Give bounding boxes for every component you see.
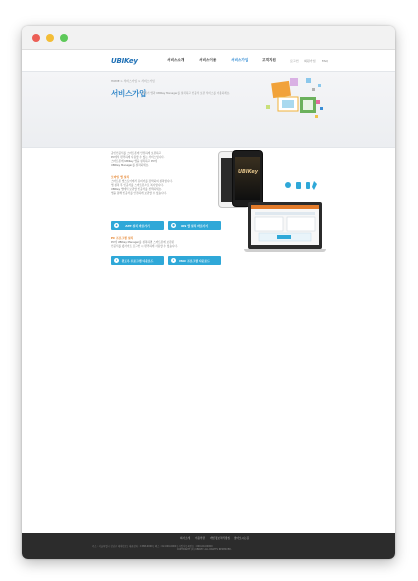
apple-icon: ● <box>172 223 175 227</box>
intro-text <box>111 152 209 168</box>
section-line: UBIKey 앱에서 보관할 인증서를 선택하세요. <box>111 187 162 191</box>
phone-logo: UBIKey <box>238 169 258 175</box>
close-window-button[interactable] <box>32 34 40 42</box>
sub-visual-banner <box>22 72 395 148</box>
download-icon: ↓ <box>172 258 175 262</box>
section-line: 앱 설치 후 인증서를 스마트폰으로 복사합니다. <box>111 183 164 187</box>
browser-titlebar <box>22 26 395 50</box>
ios-install-label: iOS 앱 설치 바로가기 <box>180 223 209 228</box>
page-subtitle: 유비키 앱과 UBIKey Manager를 설치하고 인증서 보관 서비스를 이용하세요. <box>142 92 231 95</box>
app-install-label: APP 설치 바로가기 <box>125 223 150 228</box>
download-icon: ↓ <box>115 258 118 262</box>
laptop-screen-content <box>251 205 319 245</box>
mac-download-label: MAC 프로그램 다운로드 <box>179 258 210 263</box>
menu-service-use[interactable]: 서비스이용 <box>199 58 217 62</box>
intro-line: UBIKey Manager를 설치하세요. <box>111 163 150 167</box>
mac-download-button[interactable] <box>168 256 221 265</box>
faq-link[interactable]: FAQ <box>322 59 328 63</box>
breadcrumb: HOME > 서비스가입 > 서비스가입 <box>111 79 155 83</box>
devices-illustration <box>252 72 362 148</box>
menu-customer-support[interactable]: 고객지원 <box>262 58 276 62</box>
signup-link[interactable]: 회원가입 <box>304 59 316 63</box>
maximize-window-button[interactable] <box>60 34 68 42</box>
android-icon: ◆ <box>115 223 118 227</box>
minimize-window-button[interactable] <box>46 34 54 42</box>
web-page <box>22 50 395 559</box>
ubikey-phone-image <box>232 150 263 207</box>
section-line: PC에 UBIKey Manager를 설치하면 스마트폰에 보관된 <box>111 241 175 244</box>
login-link[interactable]: 로그인 <box>290 59 299 63</box>
footer-copyright: COPYRIGHT (C) UBIKEY. ALL RIGHTS RESERVED. <box>177 548 232 551</box>
intro-line: 스마트폰에 UBIKey 앱을 설치하고 PC에 <box>111 159 157 163</box>
windows-download-button[interactable] <box>111 256 164 265</box>
footer-link-company[interactable]: 회사소개 <box>180 537 191 540</box>
windows-download-label: 윈도우 프로그램 다운로드 <box>121 258 154 263</box>
usb-icons <box>284 179 318 191</box>
footer-link-privacy[interactable]: 개인정보처리방침 <box>210 537 231 540</box>
ios-install-button[interactable] <box>168 221 221 230</box>
section-line: 인증서를 웹사이트 로그인 시 편리하게 사용할 수 있습니다. <box>111 244 178 248</box>
intro-line: PC에서 편리하게 사용할 수 있는 서비스입니다. <box>111 155 165 159</box>
footer-address: 주소 : 서울특별시 강남구 테헤란로 | 대표전화 : 1588-0000 | 팩스 : 02-000-0000 | 사업자등록번호 : 000-00-00000 <box>92 545 213 548</box>
section-heading-pc: PC 프로그램 설치 <box>111 236 134 240</box>
app-install-button[interactable] <box>111 221 164 230</box>
section-line: 앱을 통해 인증서를 안전하게 보관할 수 있습니다. <box>111 191 167 195</box>
page-title: 서비스가입 <box>111 89 147 98</box>
top-navigation <box>22 50 395 72</box>
footer-link-terms[interactable]: 이용약관 <box>195 537 206 540</box>
section-heading-app: 모바일 앱 설치 <box>111 175 130 179</box>
section-text-app <box>111 180 209 196</box>
footer-link-location[interactable]: 찾아오시는길 <box>234 537 250 540</box>
section-text-pc <box>111 241 231 249</box>
site-footer <box>22 533 395 559</box>
laptop-base <box>244 249 326 252</box>
section-line: 스마트폰 앱스토어에서 유비키를 검색하여 설치합니다. <box>111 180 173 183</box>
intro-line: 공인인증서를 스마트폰에 안전하게 보관하고 <box>111 152 162 155</box>
menu-service-intro[interactable]: 서비스소개 <box>167 58 185 62</box>
laptop-image <box>248 202 322 249</box>
browser-window <box>22 26 395 559</box>
site-logo[interactable]: UBIKey <box>111 57 138 65</box>
menu-service-join[interactable]: 서비스가입 <box>231 58 249 62</box>
